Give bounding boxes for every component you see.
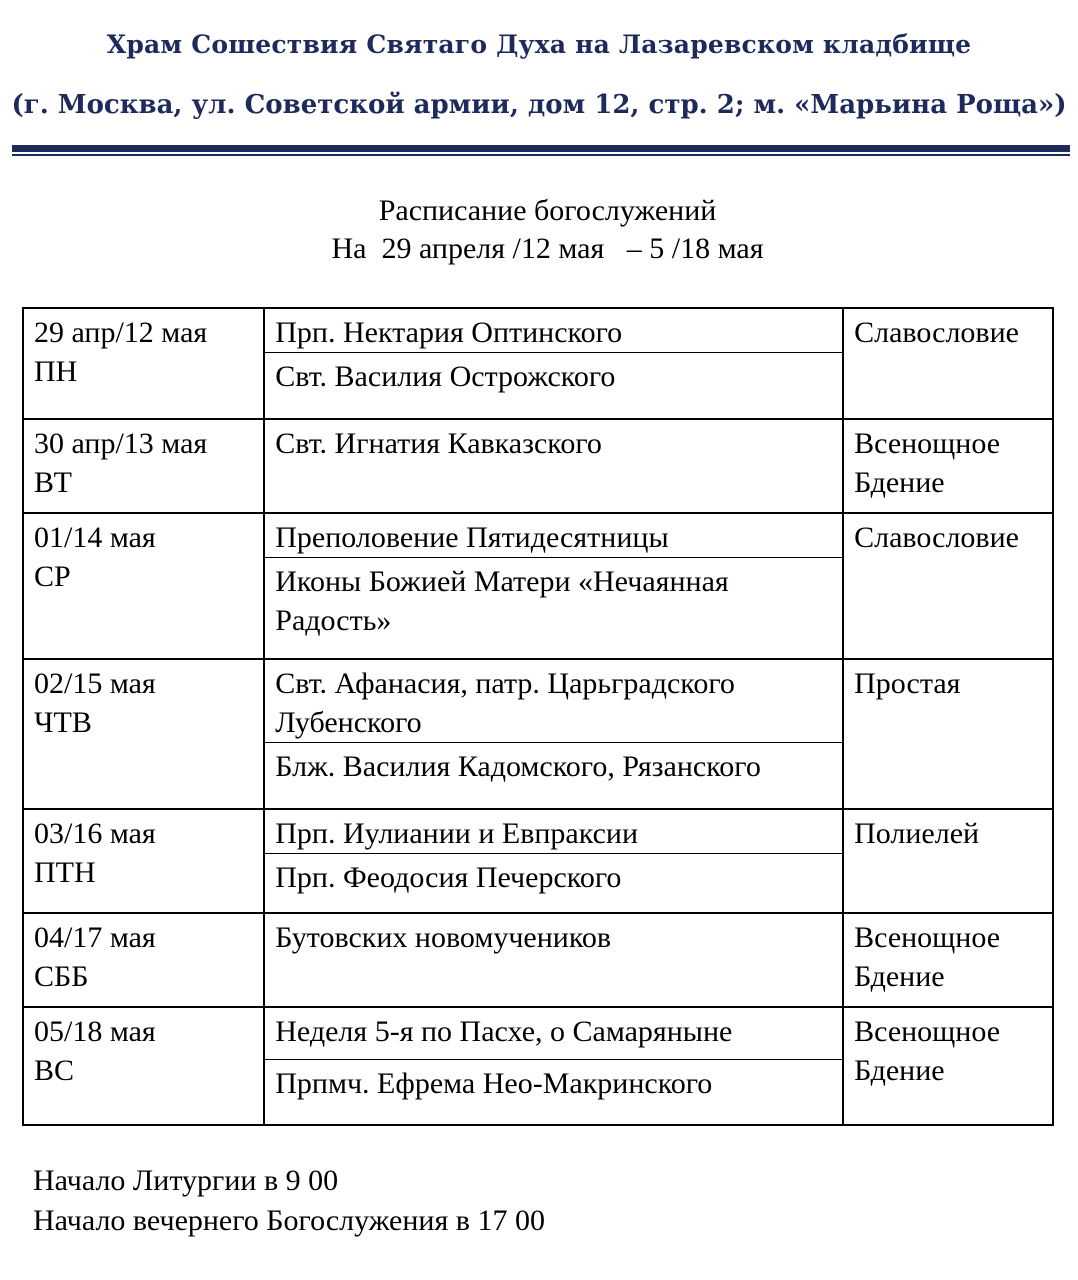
schedule-table <box>22 307 1054 1126</box>
date-label: 02/15 мая <box>34 667 156 700</box>
day-label: ВС <box>34 1054 75 1087</box>
service-cell: Славословие <box>843 513 1053 659</box>
schedule-row <box>23 419 1053 513</box>
date-cell <box>23 1007 264 1125</box>
page-title: Расписание богослужений <box>378 194 717 227</box>
feast-cell <box>264 809 843 913</box>
day-label: ВТ <box>34 466 72 499</box>
feast-item: Блж. Василия Кадомского, Рязанского <box>275 750 761 783</box>
date-cell <box>23 809 264 913</box>
date-label: 05/18 мая <box>34 1015 156 1048</box>
date-cell <box>23 513 264 659</box>
church-address: (г. Москва, ул. Советской армии, дом 12, стр. 2; м. «Марьина Роща») <box>11 90 1067 120</box>
feast-cell <box>264 308 843 419</box>
day-label: ПН <box>34 355 78 388</box>
date-cell <box>23 659 264 809</box>
date-label: 30 апр/13 мая <box>34 427 208 460</box>
vespers-start-note: Начало вечернего Богослужения в 17 00 <box>33 1204 545 1237</box>
day-label: ЧТВ <box>34 706 92 739</box>
schedule-row <box>23 513 1053 659</box>
schedule-row <box>23 1007 1053 1125</box>
service-cell: Славословие <box>843 308 1053 419</box>
page-subtitle: На 29 апреля /12 мая – 5 /18 мая <box>331 232 764 265</box>
header-divider <box>12 145 1070 152</box>
date-cell <box>23 913 264 1007</box>
service-cell: Всенощное Бдение <box>843 913 1053 1007</box>
feast-item: Прпмч. Ефрема Нео-Макринского <box>275 1067 713 1100</box>
day-label: СББ <box>34 960 89 993</box>
service-cell: Всенощное Бдение <box>843 419 1053 513</box>
day-label: ПТН <box>34 856 96 889</box>
feast-item: Прп. Иулиании и Евпраксии <box>265 810 842 854</box>
date-cell <box>23 419 264 513</box>
date-label: 04/17 мая <box>34 921 156 954</box>
feast-cell <box>264 1007 843 1125</box>
feast-item: Свт. Игнатия Кавказского <box>275 427 602 460</box>
feast-cell <box>264 513 843 659</box>
feast-item: Свт. Василия Острожского <box>275 360 616 393</box>
date-cell <box>23 308 264 419</box>
feast-cell <box>264 659 843 809</box>
date-label: 03/16 мая <box>34 817 156 850</box>
feast-cell <box>264 419 843 513</box>
header-divider-thin <box>12 154 1070 156</box>
feast-item: Прп. Нектария Оптинского <box>265 309 842 353</box>
schedule-row <box>23 913 1053 1007</box>
schedule-row <box>23 308 1053 419</box>
date-label: 29 апр/12 мая <box>34 316 208 349</box>
schedule-row <box>23 659 1053 809</box>
schedule-row <box>23 809 1053 913</box>
feast-item: Бутовских новомучеников <box>275 921 612 954</box>
service-cell: Полиелей <box>843 809 1053 913</box>
liturgy-start-note: Начало Литургии в 9 00 <box>33 1164 339 1197</box>
feast-item: Неделя 5-я по Пасхе, о Самаряныне <box>265 1008 842 1060</box>
service-cell: Простая <box>843 659 1053 809</box>
church-name: Храм Сошествия Святаго Духа на Лазаревском кладбище <box>106 30 972 59</box>
service-cell: Всенощное Бдение <box>843 1007 1053 1125</box>
date-label: 01/14 мая <box>34 521 156 554</box>
day-label: СР <box>34 560 71 593</box>
feast-item: Свт. Афанасия, патр. Царьградского Лубенского <box>265 660 842 743</box>
feast-item: Преполовение Пятидесятницы <box>265 514 842 558</box>
feast-item: Иконы Божией Матери «Нечаянная Радость» <box>275 565 729 637</box>
feast-item: Прп. Феодосия Печерского <box>275 861 622 894</box>
feast-cell <box>264 913 843 1007</box>
